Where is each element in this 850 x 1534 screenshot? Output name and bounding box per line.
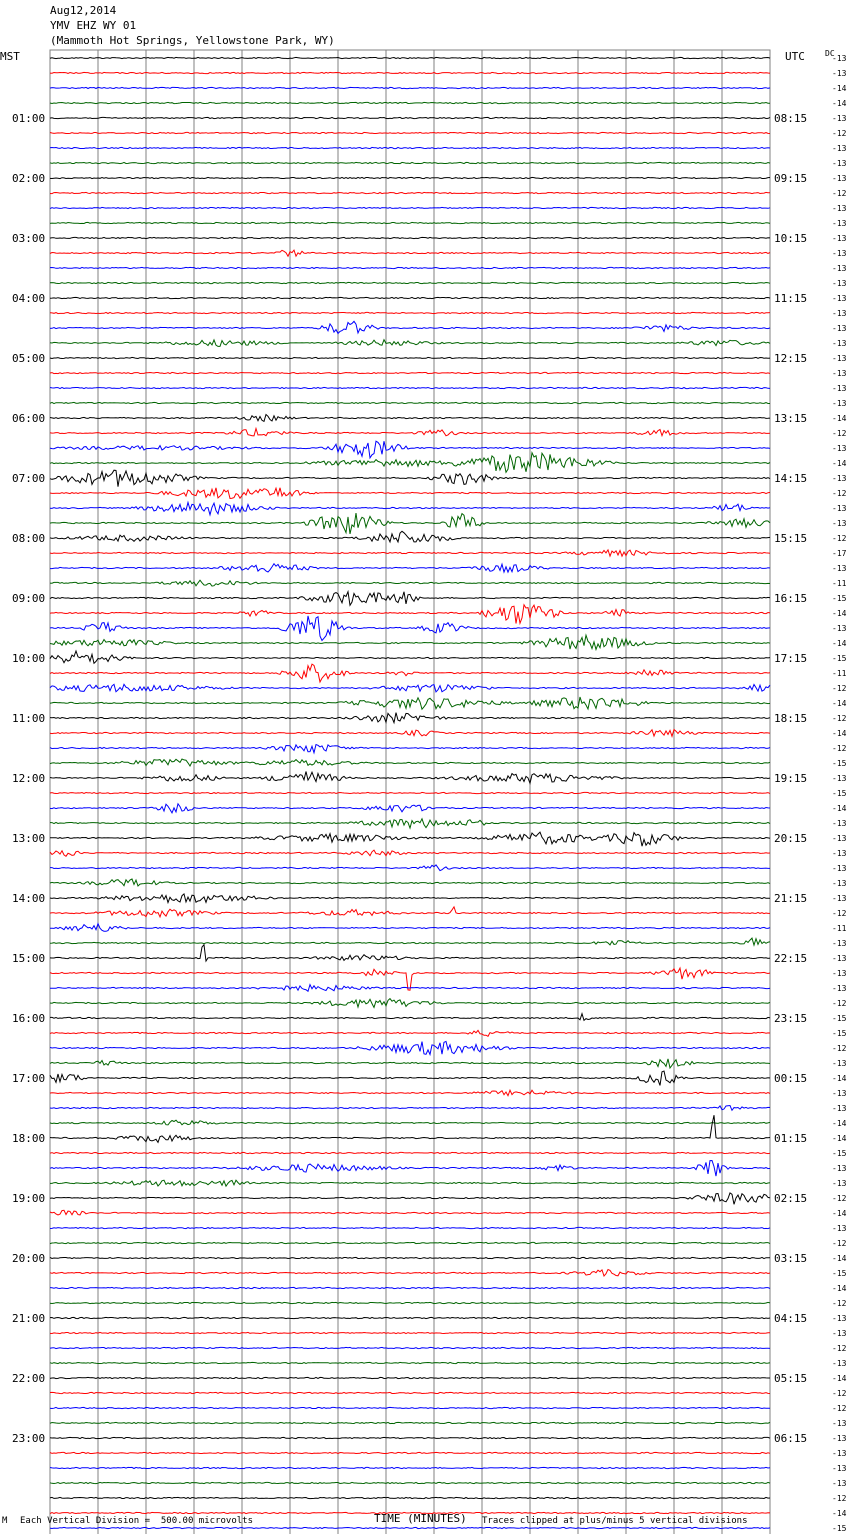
trace-line — [50, 250, 770, 256]
trace-line — [50, 945, 770, 961]
dc-offset-label: -13 — [832, 1164, 847, 1173]
trace-line — [50, 387, 770, 388]
trace-line — [50, 1071, 770, 1085]
dc-offset-label: -13 — [832, 864, 847, 873]
dc-offset-label: -12 — [832, 534, 847, 543]
trace-line — [50, 57, 770, 58]
trace-line — [50, 192, 770, 193]
trace-line — [50, 1059, 770, 1068]
mst-hour-label: 15:00 — [12, 952, 46, 965]
trace-line — [50, 1407, 770, 1408]
dc-offset-label: -13 — [832, 939, 847, 948]
mst-hour-label: 10:00 — [12, 652, 46, 665]
mst-hour-label: 05:00 — [12, 352, 46, 365]
trace-line — [50, 879, 770, 886]
trace-line — [50, 894, 770, 903]
trace-line — [50, 1287, 770, 1288]
utc-hour-label: 04:15 — [774, 1312, 808, 1325]
dc-offset-label: -13 — [832, 1314, 847, 1323]
trace-line — [50, 832, 770, 846]
dc-offset-label: -13 — [832, 1449, 847, 1458]
dc-offset-label: -12 — [832, 714, 847, 723]
header-station: YMV EHZ WY 01 — [50, 19, 137, 32]
trace-line — [50, 1347, 770, 1348]
dc-offset-label: -13 — [832, 399, 847, 408]
trace-line — [50, 1180, 770, 1186]
trace-line — [50, 651, 770, 663]
dc-offset-label: -13 — [832, 984, 847, 993]
trace-line — [50, 488, 770, 499]
dc-offset-label: -13 — [832, 504, 847, 513]
dc-offset-label: -13 — [832, 879, 847, 888]
utc-hour-label: 03:15 — [774, 1252, 808, 1265]
trace-line — [50, 1422, 770, 1423]
dc-offset-label: -12 — [832, 1344, 847, 1353]
trace-line — [50, 1161, 770, 1177]
trace-line — [50, 1377, 770, 1378]
dc-offset-label: -12 — [832, 1494, 847, 1503]
dc-offset-label: -13 — [832, 834, 847, 843]
utc-hour-label: 18:15 — [774, 712, 808, 725]
dc-offset-label: -12 — [832, 1404, 847, 1413]
dc-offset-label: -15 — [832, 789, 847, 798]
dc-offset-label: -13 — [832, 1479, 847, 1488]
dc-offset-label: -15 — [832, 654, 847, 663]
dc-offset-label: -14 — [832, 1119, 847, 1128]
dc-offset-label: -13 — [832, 1059, 847, 1068]
dc-offset-label: -13 — [832, 324, 847, 333]
trace-line — [50, 415, 770, 422]
dc-offset-label: -14 — [832, 414, 847, 423]
trace-line — [50, 1257, 770, 1258]
x-axis-title: TIME (MINUTES) — [374, 1512, 467, 1525]
dc-offset-label: -13 — [832, 174, 847, 183]
dc-offset-label: -11 — [832, 669, 847, 678]
dc-offset-label: -13 — [832, 249, 847, 258]
trace-line — [50, 759, 770, 766]
dc-offset-label: -13 — [832, 1179, 847, 1188]
mst-hour-label: 19:00 — [12, 1192, 46, 1205]
mst-hour-label: 21:00 — [12, 1312, 46, 1325]
trace-line — [50, 312, 770, 313]
trace-line — [50, 1467, 770, 1468]
mst-hour-label: 08:00 — [12, 532, 46, 545]
dc-offset-label: -14 — [832, 1374, 847, 1383]
dc-offset-label: -13 — [832, 294, 847, 303]
header-location: (Mammoth Hot Springs, Yellowstone Park, WY) — [50, 34, 335, 47]
dc-offset-label: -13 — [832, 279, 847, 288]
dc-offset-label: -13 — [832, 1359, 847, 1368]
utc-hour-label: 19:15 — [774, 772, 808, 785]
dc-offset-label: -13 — [832, 849, 847, 858]
trace-line — [50, 550, 770, 556]
trace-line — [50, 470, 770, 487]
scale-note: Each Vertical Division = 500.00 microvolts — [20, 1516, 253, 1526]
dc-offset-label: -14 — [832, 804, 847, 813]
dc-offset-label: -13 — [832, 774, 847, 783]
mst-hour-label: 16:00 — [12, 1012, 46, 1025]
trace-line — [50, 684, 770, 692]
dc-offset-label: -13 — [832, 624, 847, 633]
dc-offset-label: -14 — [832, 1284, 847, 1293]
mst-hour-label: 03:00 — [12, 232, 46, 245]
dc-offset-label: -13 — [832, 264, 847, 273]
trace-line — [50, 924, 770, 932]
dc-offset-label: -14 — [832, 459, 847, 468]
dc-offset-label: -12 — [832, 129, 847, 138]
dc-offset-label: -13 — [832, 144, 847, 153]
utc-hour-label: 01:15 — [774, 1132, 808, 1145]
utc-hour-label: 10:15 — [774, 232, 808, 245]
dc-offset-label: -13 — [832, 1104, 847, 1113]
trace-line — [50, 267, 770, 268]
trace-line — [50, 1497, 770, 1498]
trace-line — [50, 1392, 770, 1393]
trace-line — [50, 222, 770, 223]
trace-line — [50, 177, 770, 178]
trace-line — [50, 297, 770, 298]
mst-hour-label: 18:00 — [12, 1132, 46, 1145]
utc-hour-label: 16:15 — [774, 592, 808, 605]
utc-hour-label: 23:15 — [774, 1012, 808, 1025]
trace-line — [50, 697, 770, 709]
dc-offset-label: -12 — [832, 1044, 847, 1053]
dc-offset-label: -13 — [832, 69, 847, 78]
trace-line — [50, 162, 770, 163]
trace-line — [50, 402, 770, 403]
mst-hour-label: 04:00 — [12, 292, 46, 305]
dc-offset-label: -13 — [832, 1434, 847, 1443]
dc-offset-label: -14 — [832, 699, 847, 708]
trace-line — [50, 968, 770, 990]
dc-offset-label: -17 — [832, 549, 847, 558]
trace-line — [50, 605, 770, 624]
utc-hour-label: 21:15 — [774, 892, 808, 905]
left-timezone-label: MST — [0, 50, 20, 63]
utc-hour-label: 05:15 — [774, 1372, 808, 1385]
trace-line — [50, 340, 770, 347]
trace-line — [50, 1120, 770, 1125]
trace-line — [50, 1437, 770, 1438]
dc-offset-label: -12 — [832, 189, 847, 198]
trace-line — [50, 1302, 770, 1303]
trace-line — [50, 1106, 770, 1111]
trace-line — [50, 372, 770, 373]
trace-line — [50, 117, 770, 118]
trace-line — [50, 321, 770, 333]
dc-offset-label: -15 — [832, 1029, 847, 1038]
utc-hour-label: 22:15 — [774, 952, 808, 965]
trace-line — [50, 580, 770, 586]
clip-note: Traces clipped at plus/minus 5 vertical divisions — [482, 1516, 748, 1526]
trace-line — [50, 237, 770, 238]
dc-offset-label: -13 — [832, 159, 847, 168]
trace-line — [50, 1527, 770, 1528]
trace-line — [50, 1227, 770, 1228]
dc-offset-label: -12 — [832, 909, 847, 918]
dc-offset-label: -13 — [832, 204, 847, 213]
trace-line — [50, 1041, 770, 1054]
trace-line — [50, 730, 770, 737]
dc-offset-label: -13 — [832, 954, 847, 963]
dc-offset-label: -13 — [832, 1224, 847, 1233]
dc-offset-label: -13 — [832, 309, 847, 318]
trace-line — [50, 635, 770, 649]
dc-offset-label: -15 — [832, 1269, 847, 1278]
dc-offset-label: -14 — [832, 1509, 847, 1518]
trace-line — [50, 1332, 770, 1333]
dc-offset-label: -11 — [832, 579, 847, 588]
utc-hour-label: 20:15 — [774, 832, 808, 845]
utc-hour-label: 13:15 — [774, 412, 808, 425]
trace-line — [50, 792, 770, 793]
trace-line — [50, 147, 770, 148]
dc-offset-label: -14 — [832, 1254, 847, 1263]
trace-line — [50, 999, 770, 1008]
trace-line — [50, 132, 770, 133]
dc-offset-label: -15 — [832, 759, 847, 768]
dc-offset-label: -13 — [832, 234, 847, 243]
utc-hour-label: 15:15 — [774, 532, 808, 545]
trace-line — [50, 1452, 770, 1453]
dc-offset-label: -13 — [832, 519, 847, 528]
dc-offset-label: -14 — [832, 84, 847, 93]
utc-hour-label: 12:15 — [774, 352, 808, 365]
trace-line — [50, 357, 770, 358]
mst-hour-label: 11:00 — [12, 712, 46, 725]
dc-offset-label: -13 — [832, 354, 847, 363]
corner-mark: M — [2, 1516, 8, 1526]
trace-line — [50, 102, 770, 103]
dc-offset-label: -13 — [832, 54, 847, 63]
trace-line — [50, 1014, 770, 1021]
utc-hour-label: 00:15 — [774, 1072, 808, 1085]
dc-offset-label: -12 — [832, 1389, 847, 1398]
trace-line — [50, 1115, 770, 1142]
mst-hour-label: 13:00 — [12, 832, 46, 845]
mst-hour-label: 07:00 — [12, 472, 46, 485]
mst-hour-label: 20:00 — [12, 1252, 46, 1265]
dc-offset-label: -13 — [832, 1089, 847, 1098]
dc-offset-label: -14 — [832, 1209, 847, 1218]
dc-offset-label: -14 — [832, 609, 847, 618]
dc-offset-label: -12 — [832, 1239, 847, 1248]
utc-hour-label: 09:15 — [774, 172, 808, 185]
header-date: Aug12,2014 — [50, 4, 117, 17]
trace-line — [50, 804, 770, 813]
mst-hour-label: 14:00 — [12, 892, 46, 905]
dc-offset-label: -13 — [832, 384, 847, 393]
dc-offset-label: -13 — [832, 339, 847, 348]
dc-offset-label: -14 — [832, 1134, 847, 1143]
trace-line — [50, 531, 770, 542]
trace-line — [50, 616, 770, 641]
mst-hour-label: 17:00 — [12, 1072, 46, 1085]
dc-offset-label: -12 — [832, 999, 847, 1008]
utc-hour-label: 06:15 — [774, 1432, 808, 1445]
dc-offset-label: -15 — [832, 594, 847, 603]
mst-hour-label: 12:00 — [12, 772, 46, 785]
utc-hour-label: 17:15 — [774, 652, 808, 665]
trace-line — [50, 592, 770, 606]
trace-line — [50, 72, 770, 73]
mst-hour-label: 01:00 — [12, 112, 46, 125]
trace-line — [50, 1152, 770, 1153]
trace-line — [50, 429, 770, 436]
dc-offset-label: -15 — [832, 1524, 847, 1533]
dc-offset-label: -12 — [832, 489, 847, 498]
dc-offset-label: -13 — [832, 1464, 847, 1473]
dc-offset-label: -12 — [832, 744, 847, 753]
trace-line — [50, 938, 770, 945]
trace-line — [50, 907, 770, 917]
trace-line — [50, 453, 770, 473]
trace-line — [50, 87, 770, 88]
utc-hour-label: 02:15 — [774, 1192, 808, 1205]
trace-line — [50, 1270, 770, 1277]
dc-offset-label: -11 — [832, 924, 847, 933]
dc-offset-label: -13 — [832, 219, 847, 228]
dc-offset-label: -13 — [832, 564, 847, 573]
trace-line — [50, 441, 770, 458]
dc-offset-label: -13 — [832, 969, 847, 978]
dc-offset-label: -13 — [832, 474, 847, 483]
plot-frame — [50, 50, 770, 1534]
mst-hour-label: 02:00 — [12, 172, 46, 185]
dc-offset-label: -13 — [832, 819, 847, 828]
dc-offset-label: -15 — [832, 1149, 847, 1158]
trace-line — [50, 207, 770, 208]
dc-offset-label: -13 — [832, 369, 847, 378]
dc-offset-label: -14 — [832, 729, 847, 738]
dc-offset-label: -13 — [832, 114, 847, 123]
trace-line — [50, 1090, 770, 1096]
trace-line — [50, 564, 770, 572]
trace-line — [50, 713, 770, 723]
trace-line — [50, 745, 770, 753]
trace-line — [50, 1210, 770, 1215]
mst-hour-label: 23:00 — [12, 1432, 46, 1445]
trace-line — [50, 1030, 770, 1036]
mst-hour-label: 22:00 — [12, 1372, 46, 1385]
utc-hour-label: 08:15 — [774, 112, 808, 125]
trace-line — [50, 502, 770, 514]
trace-line — [50, 865, 770, 871]
trace-line — [50, 1242, 770, 1243]
right-timezone-label: UTC — [785, 50, 805, 63]
trace-line — [50, 850, 770, 856]
trace-line — [50, 282, 770, 283]
trace-line — [50, 1362, 770, 1363]
utc-hour-label: 14:15 — [774, 472, 808, 485]
dc-offset-label: -12 — [832, 684, 847, 693]
utc-hour-label: 11:15 — [774, 292, 808, 305]
trace-line — [50, 664, 770, 682]
dc-offset-label: -14 — [832, 1074, 847, 1083]
trace-line — [50, 772, 770, 784]
trace-line — [50, 1193, 770, 1204]
dc-offset-label: -12 — [832, 429, 847, 438]
trace-line — [50, 819, 770, 828]
dc-label: DC — [825, 49, 835, 58]
dc-offset-label: -12 — [832, 1194, 847, 1203]
dc-offset-label: -13 — [832, 1329, 847, 1338]
trace-line — [50, 1482, 770, 1483]
mst-hour-label: 06:00 — [12, 412, 46, 425]
dc-offset-label: -13 — [832, 894, 847, 903]
dc-offset-label: -15 — [832, 1014, 847, 1023]
trace-line — [50, 1317, 770, 1318]
dc-offset-label: -14 — [832, 99, 847, 108]
dc-offset-label: -13 — [832, 444, 847, 453]
dc-offset-label: -13 — [832, 1419, 847, 1428]
dc-offset-label: -14 — [832, 639, 847, 648]
dc-offset-label: -12 — [832, 1299, 847, 1308]
mst-hour-label: 09:00 — [12, 592, 46, 605]
trace-line — [50, 513, 770, 534]
